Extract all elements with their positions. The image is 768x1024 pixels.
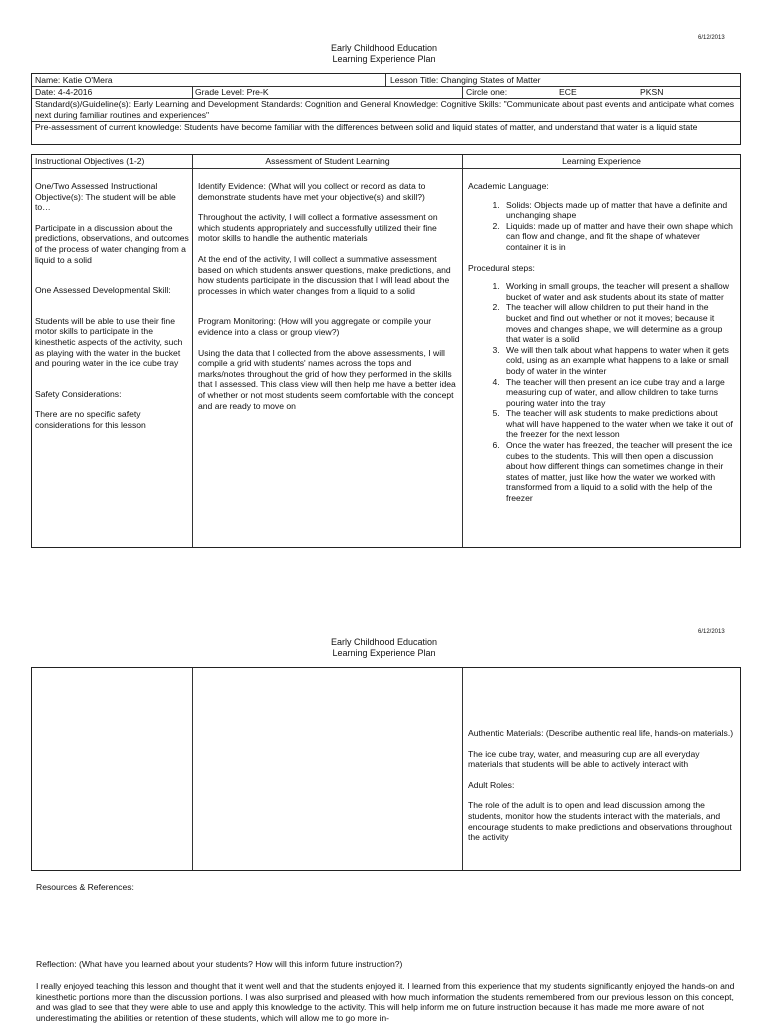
col-head-assessment: Assessment of Student Learning xyxy=(265,156,390,166)
materials-column xyxy=(468,728,736,853)
lesson-date: Date: 4-4-2016 xyxy=(35,87,93,97)
header-table xyxy=(31,73,741,145)
reflection-heading: Reflection: (What have you learned about your students? How will this inform future instruction?) xyxy=(36,959,403,969)
list-item: 6. Once the water has freezed, the teacher will present the ice cubes to the students. This will then open a discussion about how different things can sometimes change in their states of matter, just like how the water we worked with transformed from a liquid to a solid with the help of the freezer xyxy=(502,440,736,504)
doc-title: Early Childhood Education xyxy=(330,43,438,53)
procedural-steps-heading: Procedural steps: xyxy=(468,262,535,273)
academic-language-heading: Academic Language: xyxy=(468,181,549,191)
grade-level: Grade Level: Pre-K xyxy=(195,87,269,97)
list-item: 1. Working in small groups, the teacher will present a shallow bucket of water and ask students about its state of matter xyxy=(502,281,736,302)
option-pksn: PKSN xyxy=(640,87,664,97)
list-item: 4. The teacher will then present an ice cube tray and a large measuring cup of water, and allow children to take turns pouring water into the tray xyxy=(502,377,736,409)
student-name: Name: Katie O'Mera xyxy=(35,75,113,85)
page2-date: 6/12/2013 xyxy=(698,629,725,635)
doc-subtitle: Learning Experience Plan xyxy=(332,54,436,64)
list-item: 5. The teacher will ask students to make predictions about what will have happened to the water when we take it out of the freezer for the next lesson xyxy=(502,408,736,440)
objectives-column xyxy=(35,181,189,441)
procedural-steps-list xyxy=(468,281,736,503)
summative-assessment-text: At the end of the activity, I will collect a summative assessment based on which students answer questions, make predictions, and how students participate in the discussion that I will lead about the processes in which water changes from a liquid to a solid xyxy=(198,253,451,296)
list-item: 3. We will then talk about what happens to water when it gets cold, using as an example what happens to a lake or small body of water in the winter xyxy=(502,345,736,377)
preassessment-text: Pre-assessment of current knowledge: Students have become familiar with the differences between solid and liquid states of matter, and understand that water is a liquid state xyxy=(35,122,698,132)
page-date: 6/12/2013 xyxy=(698,35,725,41)
list-item: 1. Solids: Objects made up of matter that have a definite and unchanging shape xyxy=(502,200,736,221)
lesson-title: Lesson Title: Changing States of Matter xyxy=(390,75,541,85)
adult-roles-text: The role of the adult is to open and lead discussion among the students, monitor how the students interact with the materials, and encourage students to make predictions and observations throughout the activity xyxy=(468,800,732,843)
col-head-experience: Learning Experience xyxy=(562,156,641,166)
circle-one-label: Circle one: xyxy=(466,87,508,97)
developmental-skill-heading: One Assessed Developmental Skill: xyxy=(35,285,171,296)
authentic-materials-heading: Authentic Materials: (Describe authentic real life, hands-on materials.) xyxy=(468,728,734,738)
formative-assessment-text: Throughout the activity, I will collect a formative assessment on which students appropriately and successfully utilized their fine motor skills to handle the authentic materials xyxy=(198,212,438,244)
page2-subtitle: Learning Experience Plan xyxy=(332,648,436,658)
main-table xyxy=(31,154,741,548)
objective-heading: One/Two Assessed Instructional Objective(s): The student will be able to… xyxy=(35,181,176,213)
page2-title: Early Childhood Education xyxy=(330,637,438,647)
experience-column xyxy=(468,181,736,504)
program-monitoring-heading: Program Monitoring: (How will you aggregate or compile your evidence into a class or group view?) xyxy=(198,316,432,337)
identify-evidence-heading: Identify Evidence: (What will you collect or record as data to demonstrate students have met your objective(s) and skill?) xyxy=(198,181,426,202)
list-item: 2. The teacher will allow children to put their hand in the bucket and find out whether or not it moves; because it moves and changes shape, we will determine as a group that water is a solid xyxy=(502,302,736,344)
assessment-column xyxy=(198,181,456,421)
adult-roles-heading: Adult Roles: xyxy=(468,779,515,790)
developmental-skill-text: Students will be able to use their fine motor skills to participate in the kinesthetic aspects of the activity, such as playing with the water in the bucket and pouring water in the ice cube tray xyxy=(35,315,183,369)
col-head-objectives: Instructional Objectives (1-2) xyxy=(35,156,145,166)
list-item: 2. Liquids: made up of matter and have their own shape which can flow and change, and fit the shape of whatever container it is in xyxy=(502,221,736,253)
option-ece: ECE xyxy=(559,87,577,97)
objective-text: Participate in a discussion about the predictions, observations, and outcomes of the process of water changing from a liquid to a solid xyxy=(35,222,189,265)
program-monitoring-text: Using the data that I collected from the above assessments, I will compile a grid with students' names across the tops and marks/notes throughout the grid of how they performed in the skills that I assessed. This class view will then help me have a better idea of whether or not most students seem comfortable with the concept and are ready to move on xyxy=(198,347,456,411)
safety-text: There are no specific safety considerations for this lesson xyxy=(35,409,146,430)
resources-heading: Resources & References: xyxy=(36,882,134,892)
reflection-text: I really enjoyed teaching this lesson and thought that it went well and that the students enjoyed it. I learned from this experience that my students significantly enjoyed the hands-on and kinesthetic portions more than the discussion portions. I was also surprised and pleased with how much information the students remembered from our previous lesson on this concept, and was glad to see that they were able to use and apply this knowledge to the activity. This will help inform me on future instruction because it has made me more aware of not underestimating the abilities or retention of these students, which will allow me to go more in- xyxy=(36,981,735,1023)
authentic-materials-text: The ice cube tray, water, and measuring cup are all everyday materials that students will be able to actively interact with xyxy=(468,748,700,770)
vocab-list xyxy=(468,200,736,253)
continuation-table xyxy=(31,667,741,871)
safety-heading: Safety Considerations: xyxy=(35,388,122,399)
standards-text: Standard(s)/Guideline(s): Early Learning and Development Standards: Cognition and General Knowledge: Cognitive Skills: "Communicate about past events and anticipate what comes next during familiar routines and experiences" xyxy=(35,99,735,120)
